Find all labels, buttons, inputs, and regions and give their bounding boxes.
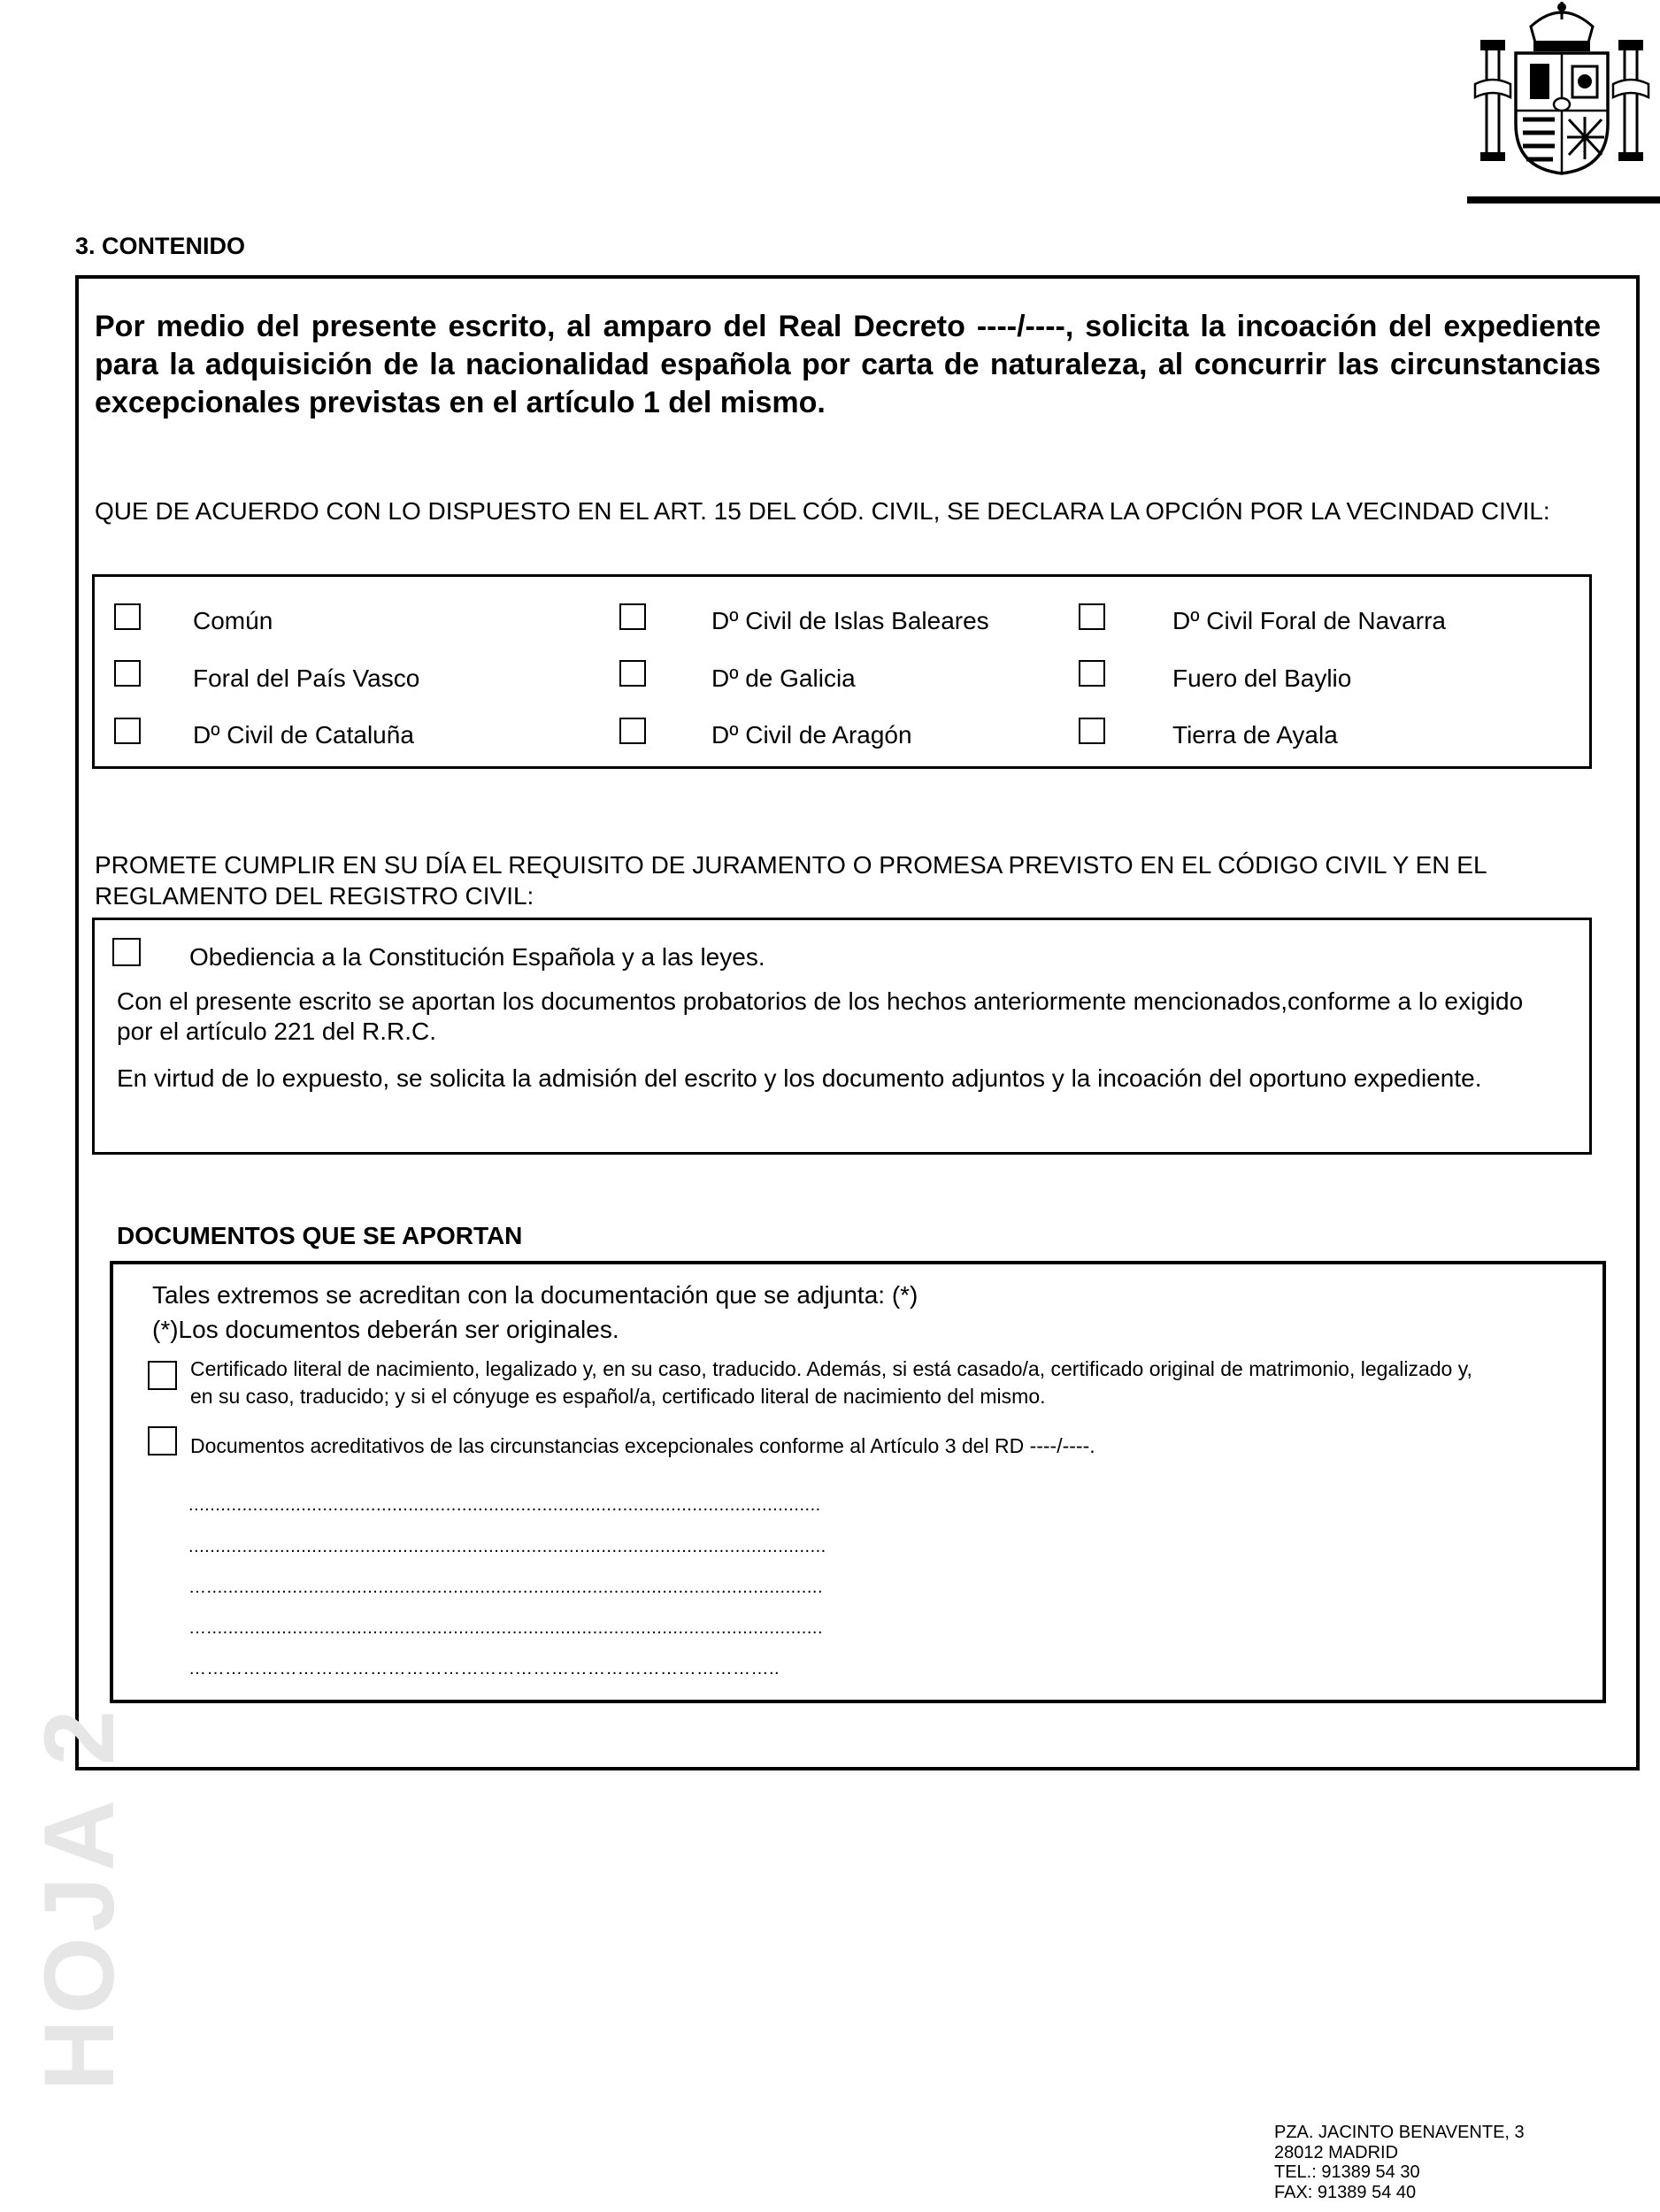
- option-label-ayala: Tierra de Ayala: [1172, 721, 1338, 749]
- dotted-line-2[interactable]: .......................................................................................................................: [188, 1537, 826, 1556]
- option-label-pais-vasco: Foral del País Vasco: [193, 664, 420, 692]
- checkbox-pais-vasco[interactable]: [114, 660, 141, 687]
- footer-line-2: 28012 MADRID: [1274, 2142, 1399, 2162]
- intro-paragraph: Por medio del presente escrito, al amparo del Real Decreto ----/----, solicita la incoación del expediente para la adquisición de la nacionalidad española por carta de naturaleza, al concurrir las circunstancias excepcionales previstas en el artículo 1 del mismo.: [95, 310, 1601, 419]
- juramento-heading: PROMETE CUMPLIR EN SU DÍA EL REQUISITO DE JURAMENTO O PROMESA PREVISTO EN EL CÓDIGO CIVIL Y EN EL REGLAMENTO DEL REGISTRO CIVIL:: [95, 851, 1487, 910]
- checkbox-cataluna[interactable]: [114, 718, 141, 744]
- option-label-cataluna: Dº Civil de Cataluña: [193, 721, 414, 749]
- option-label-aragon: Dº Civil de Aragón: [711, 721, 912, 749]
- coat-of-arms-logo: [1456, 0, 1660, 177]
- documentos-heading: DOCUMENTOS QUE SE APORTAN: [117, 1222, 523, 1249]
- dotted-line-4[interactable]: …...................................................................................................................: [188, 1618, 824, 1638]
- footer-line-4: FAX: 91389 54 40: [1274, 2182, 1417, 2202]
- page-watermark: HOJA 2: [24, 1704, 134, 2092]
- checkbox-navarra[interactable]: [1079, 603, 1105, 630]
- documentos-line-2: (*)Los documentos deberán ser originales.: [152, 1316, 619, 1343]
- dotted-line-5[interactable]: ……………………………………………………………………………………..: [188, 1659, 780, 1678]
- section-title: 3. CONTENIDO: [75, 233, 246, 259]
- checkbox-baylio[interactable]: [1079, 660, 1105, 687]
- option-label-galicia: Dº de Galicia: [711, 664, 856, 692]
- checkbox-ayala[interactable]: [1079, 718, 1105, 744]
- option-label-obediencia: Obediencia a la Constitución Española y a las leyes.: [189, 943, 765, 971]
- footer-address: [1274, 2123, 1525, 2202]
- option-label-comun: Común: [193, 607, 273, 634]
- footer-line-3: TEL.: 91389 54 30: [1274, 2162, 1420, 2182]
- dotted-line-1[interactable]: ......................................................................................................................: [188, 1495, 821, 1515]
- documentos-item-2: Documentos acreditativos de las circunstancias excepcionales conforme al Artículo 3 del RD ----/----.: [190, 1434, 1095, 1457]
- juramento-paragraph-1: Con el presente escrito se aportan los documentos probatorios de los hechos anteriormente mencionados,conforme a lo exigido por el artículo 221 del R.R.C.: [117, 987, 1524, 1045]
- checkbox-certificado[interactable]: [148, 1361, 177, 1390]
- checkbox-islas-baleares[interactable]: [619, 603, 646, 630]
- checkbox-galicia[interactable]: [619, 660, 646, 687]
- vecindad-heading: QUE DE ACUERDO CON LO DISPUESTO EN EL ART. 15 DEL CÓD. CIVIL, SE DECLARA LA OPCIÓN POR LA VECINDAD CIVIL:: [95, 497, 1550, 525]
- checkbox-acreditativos[interactable]: [148, 1426, 177, 1455]
- spain-coat-of-arms-icon: [1456, 0, 1660, 177]
- dotted-line-3[interactable]: …...................................................................................................................: [188, 1578, 824, 1597]
- header-rule: [1467, 196, 1660, 204]
- footer-line-1: PZA. JACINTO BENAVENTE, 3: [1274, 2123, 1525, 2142]
- option-label-islas-baleares: Dº Civil de Islas Baleares: [711, 607, 989, 634]
- checkbox-aragon[interactable]: [619, 718, 646, 744]
- documentos-line-1: Tales extremos se acreditan con la documentación que se adjunta: (*): [152, 1281, 918, 1309]
- documentos-item-1: Certificado literal de nacimiento, legalizado y, en su caso, traducido. Además, si está casado/a, certificado original de matrimonio, legalizado y, en su caso, traducido; y si el cónyuge es español/a, certificado literal de nacimiento del mismo.: [190, 1357, 1472, 1408]
- option-label-navarra: Dº Civil Foral de Navarra: [1172, 607, 1446, 634]
- juramento-paragraph-2: En virtud de lo expuesto, se solicita la admisión del escrito y los documento adjuntos y la incoación del oportuno expediente.: [117, 1064, 1482, 1092]
- option-label-baylio: Fuero del Baylio: [1172, 664, 1352, 692]
- checkbox-comun[interactable]: [114, 603, 141, 630]
- checkbox-obediencia[interactable]: [112, 938, 141, 966]
